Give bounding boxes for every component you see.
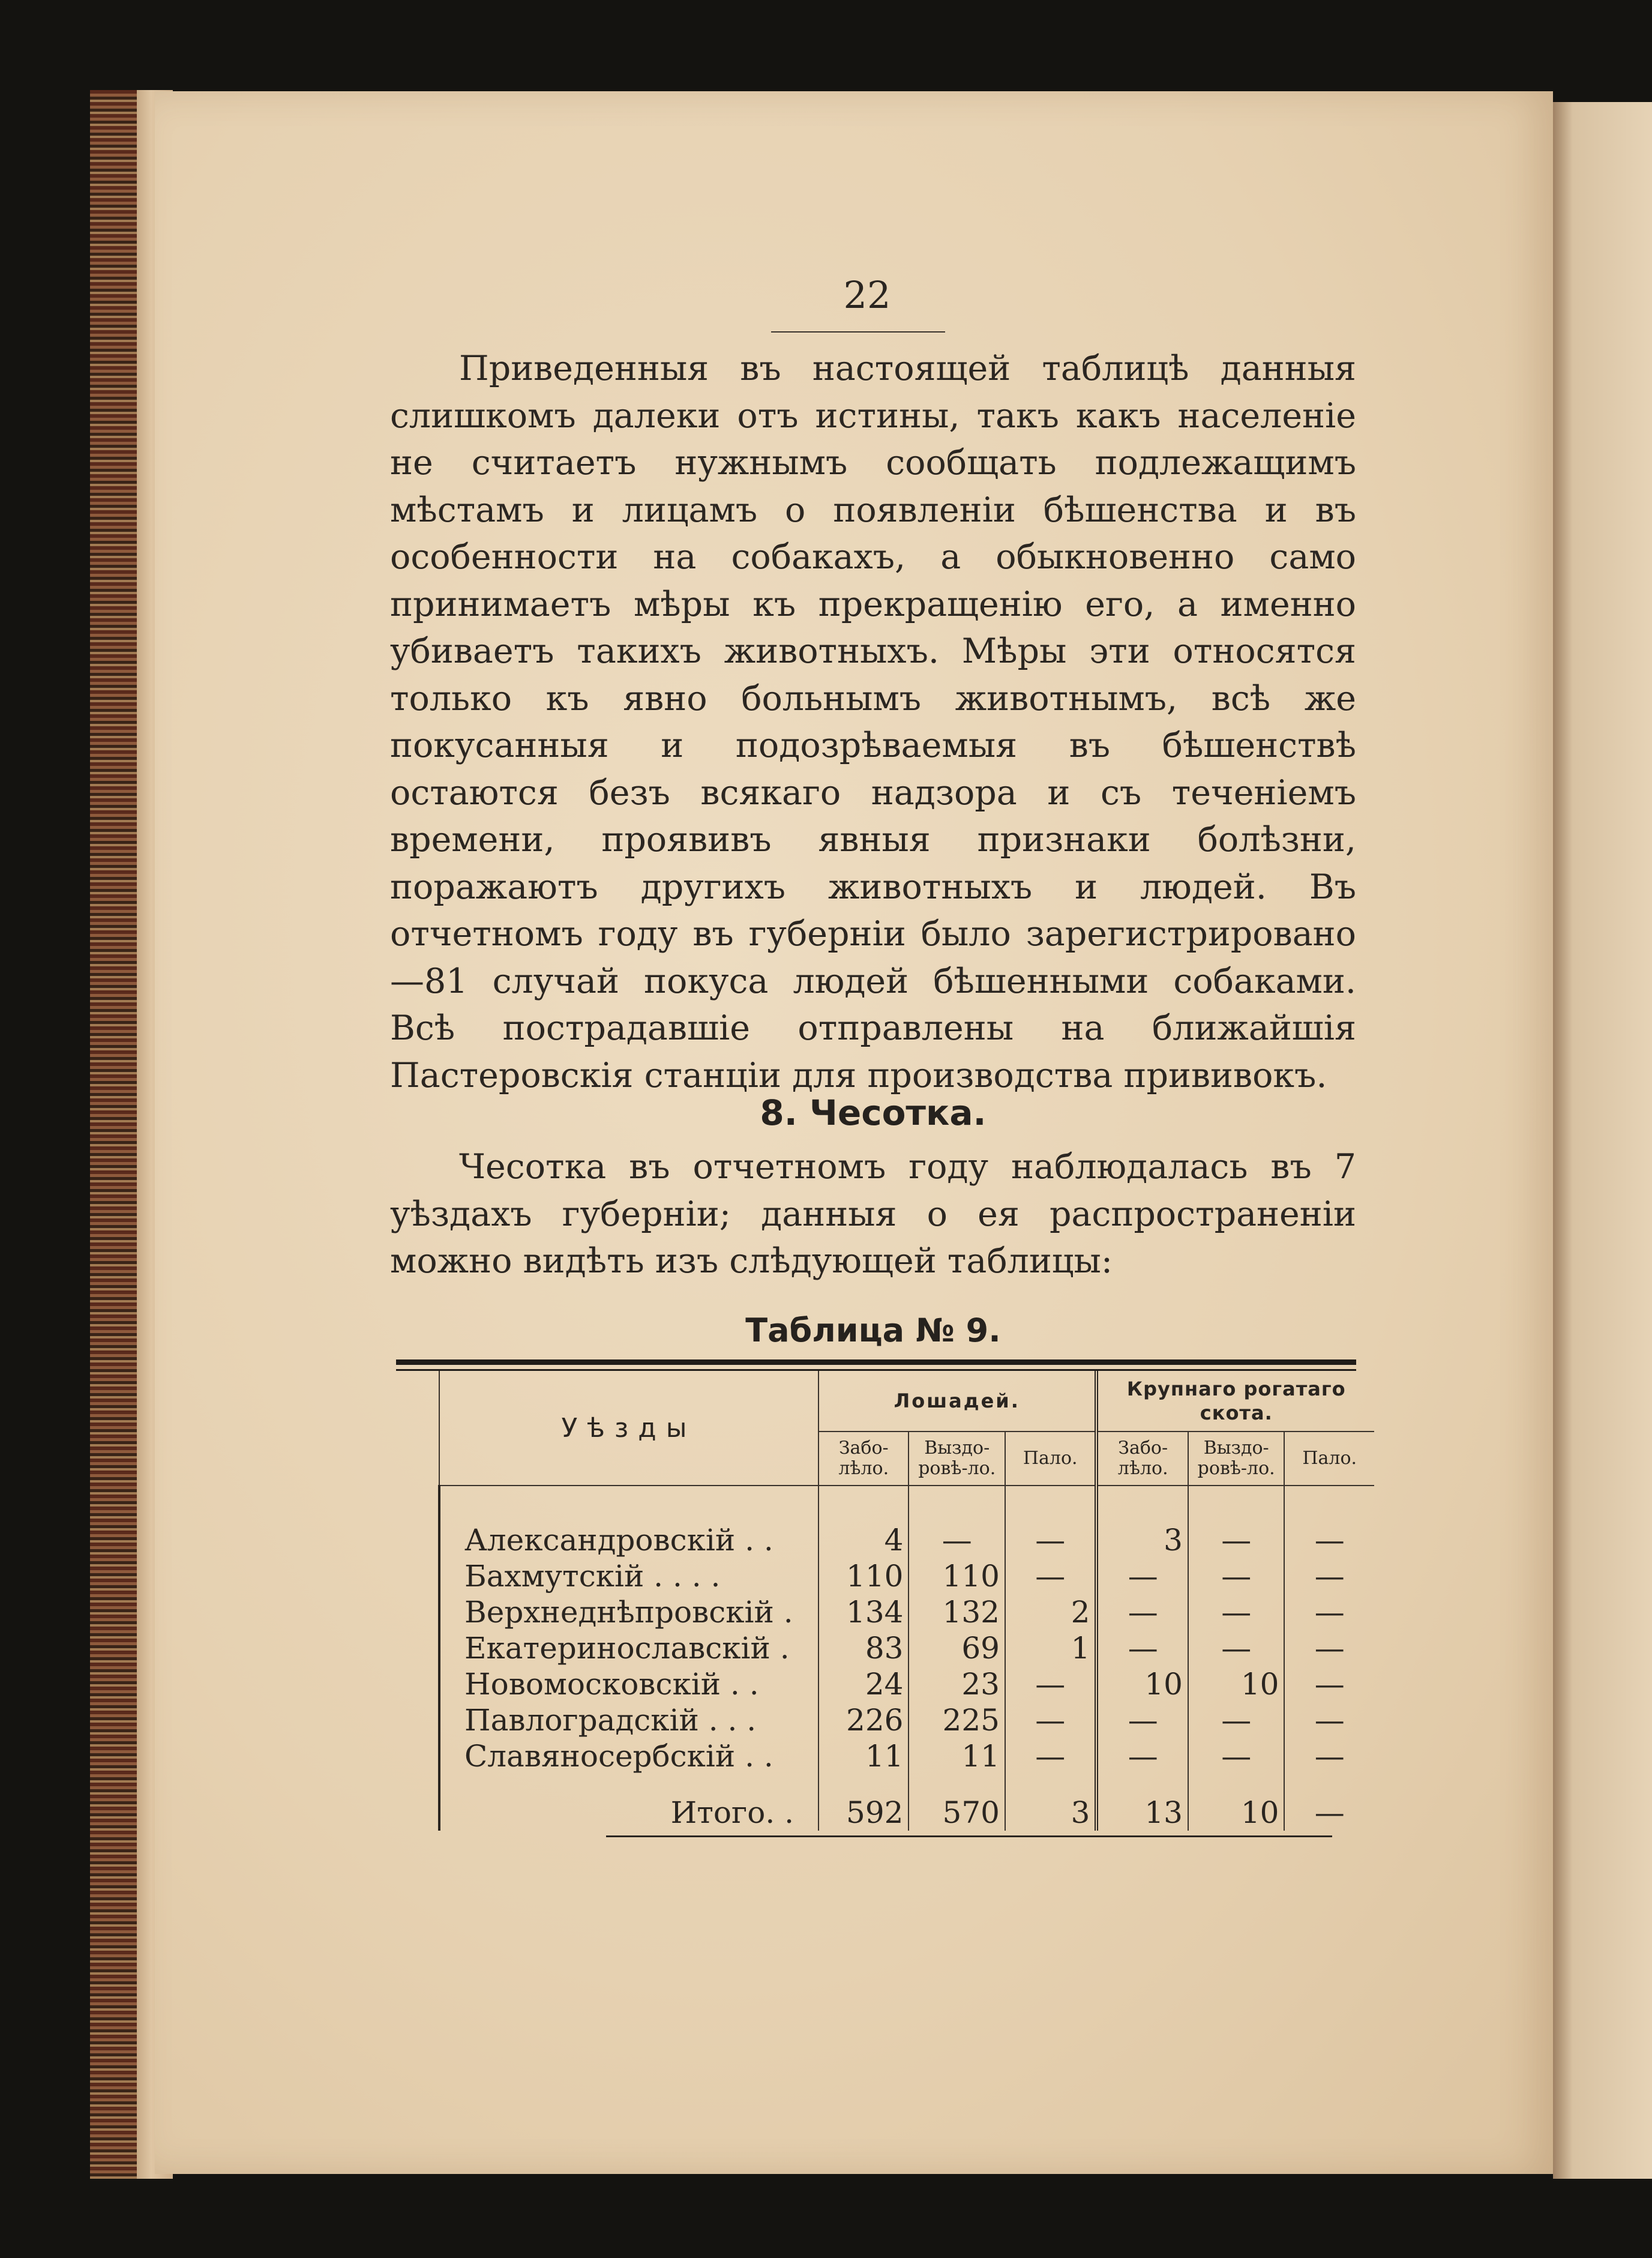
sub-header: Пало.: [1284, 1432, 1374, 1486]
district-name: Новомосковскiй . .: [439, 1666, 818, 1702]
table-cell: 3: [1005, 1774, 1096, 1831]
district-name: Екатеринославскiй .: [439, 1630, 818, 1666]
district-name: Павлоградскiй . . .: [439, 1702, 818, 1738]
table-cell: 69: [909, 1630, 1005, 1666]
table-cell: 134: [818, 1594, 909, 1630]
data-table: [438, 1371, 1374, 1831]
district-name: Верхнеднѣпровскiй .: [439, 1594, 818, 1630]
table-cell: 1: [1005, 1630, 1096, 1666]
district-name: Итого. .: [439, 1774, 818, 1831]
page-number-rule: [771, 331, 945, 333]
district-header: Уѣзды: [439, 1371, 818, 1486]
cattle-group-header: Крупнаго рогатаго скота.: [1096, 1371, 1374, 1432]
sub-header: Выздо-ровѣ-ло.: [909, 1432, 1005, 1486]
horses-group-header: Лошадей.: [818, 1371, 1096, 1432]
table-cell: 83: [818, 1630, 909, 1666]
section-heading: 8. Чесотка.: [760, 1092, 987, 1133]
table-cell: —: [1005, 1666, 1096, 1702]
table-cell: 3: [1096, 1522, 1188, 1558]
body-text-block-2: [390, 1143, 1356, 1285]
table-cell: —: [1188, 1594, 1285, 1630]
table-cell: —: [1188, 1522, 1285, 1558]
next-page-edge: [1553, 102, 1652, 2179]
table-cell: —: [1284, 1558, 1374, 1594]
sub-header: Забо-лѣло.: [818, 1432, 909, 1486]
table-row: [439, 1594, 1374, 1630]
table-row: [439, 1666, 1374, 1702]
table-cell: 570: [909, 1774, 1005, 1831]
paragraph-rabies: Приведенныя въ настоящей таблицѣ данныя слишкомъ далеки отъ истины, такъ какъ населенie не считаетъ нужнымъ сообщать подлежащимъ мѣстамъ и лицамъ о появленiи бѣшенства и въ особенности на собакахъ, а обыкновенно само принимаетъ мѣры къ прекращенiю его, а именно убиваетъ такихъ животныхъ. Мѣры эти относятся только къ явно больнымъ животнымъ, всѣ же покусанныя и подозрѣваемыя въ бѣшенствѣ остаются безъ всякаго надзора и съ теченiемъ времени, проявивъ явныя признаки болѣзни, поражаютъ другихъ животныхъ и людей. Въ отчетномъ году въ губернiи было зарегистрировано—81 случай покуса людей бѣшенными собаками. Всѣ пострадавшiе отправлены на ближайшiя Пастеровскiя станцiи для производства прививокъ.: [390, 349, 1356, 1095]
table-cell: —: [1284, 1702, 1374, 1738]
table-cell: 10: [1188, 1774, 1285, 1831]
table-cell: —: [1096, 1594, 1188, 1630]
table-cell: —: [1284, 1522, 1374, 1558]
table-cell: —: [1284, 1630, 1374, 1666]
table-cell: —: [1005, 1738, 1096, 1774]
table-top-rule: [396, 1359, 1356, 1365]
table-cell: —: [1096, 1558, 1188, 1594]
table-cell: —: [1096, 1738, 1188, 1774]
table-cell: —: [1005, 1558, 1096, 1594]
table-row: [439, 1738, 1374, 1774]
table-cell: —: [909, 1522, 1005, 1558]
table-cell: —: [1188, 1702, 1285, 1738]
table-cell: 10: [1188, 1666, 1285, 1702]
table-cell: 110: [909, 1558, 1005, 1594]
table-cell: 592: [818, 1774, 909, 1831]
table-cell: —: [1188, 1558, 1285, 1594]
table-row: [439, 1558, 1374, 1594]
table-cell: 4: [818, 1522, 909, 1558]
table-cell: 13: [1096, 1774, 1188, 1831]
table-cell: 23: [909, 1666, 1005, 1702]
table-cell: 110: [818, 1558, 909, 1594]
table-row: [439, 1630, 1374, 1666]
sub-header: Пало.: [1005, 1432, 1096, 1486]
table-cell: 226: [818, 1702, 909, 1738]
table-cell: —: [1284, 1738, 1374, 1774]
table-cell: 10: [1096, 1666, 1188, 1702]
table-cell: 11: [909, 1738, 1005, 1774]
table-cell: 132: [909, 1594, 1005, 1630]
table-cell: —: [1188, 1738, 1285, 1774]
table-cell: —: [1096, 1702, 1188, 1738]
scabies-table: [396, 1359, 1356, 1831]
page-number: 22: [843, 273, 891, 317]
table-title: Таблица № 9.: [745, 1311, 1001, 1349]
sub-header: Выздо-ровѣ-ло.: [1188, 1432, 1285, 1486]
table-cell: —: [1284, 1666, 1374, 1702]
table-cell: —: [1284, 1594, 1374, 1630]
table-cell: —: [1005, 1702, 1096, 1738]
table-cell: —: [1284, 1774, 1374, 1831]
table-cell: 11: [818, 1738, 909, 1774]
district-name: Славяносербскiй . .: [439, 1738, 818, 1774]
district-name: Бахмутскiй . . . .: [439, 1558, 818, 1594]
total-rule: [606, 1835, 1332, 1837]
table-cell: 24: [818, 1666, 909, 1702]
district-name: Александровскiй . .: [439, 1522, 818, 1558]
table-row: [439, 1522, 1374, 1558]
total-row: [439, 1774, 1374, 1831]
table-cell: —: [1188, 1630, 1285, 1666]
paragraph-scabies: Чесотка въ отчетномъ году наблюдалась въ 7 уѣздахъ губернiи; данныя о ея распространенiи можно видѣть изъ слѣдующей таблицы:: [390, 1147, 1356, 1281]
table-spacer-row: [439, 1486, 1374, 1522]
sub-header: Забо-лѣло.: [1096, 1432, 1188, 1486]
table-cell: 225: [909, 1702, 1005, 1738]
body-text-block-1: [390, 345, 1356, 1099]
table-cell: —: [1005, 1522, 1096, 1558]
table-cell: —: [1096, 1630, 1188, 1666]
table-cell: 2: [1005, 1594, 1096, 1630]
table-row: [439, 1702, 1374, 1738]
